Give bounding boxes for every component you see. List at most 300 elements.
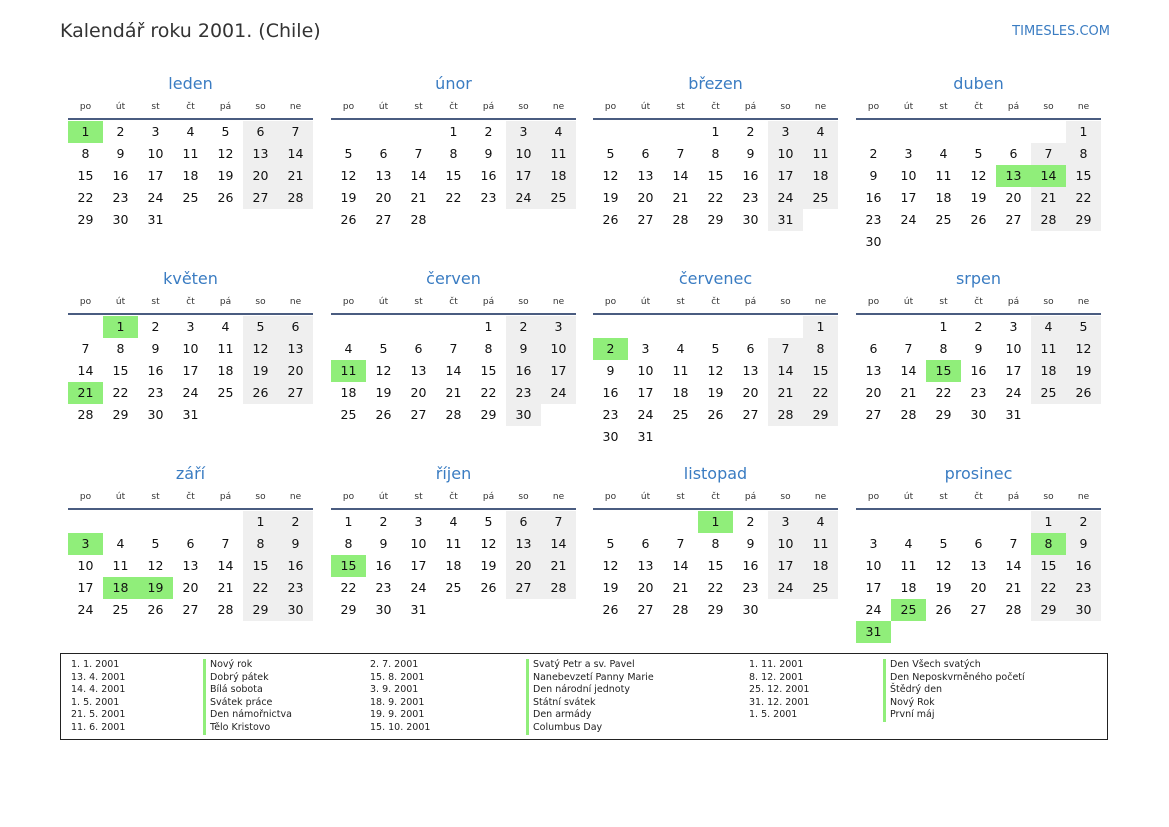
day-cell: 7 [414,146,423,161]
day-cell: 28 [1005,602,1022,617]
day-cell: 2 [484,124,493,139]
weekday-label: ne [814,492,827,502]
empty-cell [366,121,401,143]
weekday-label: po [79,492,92,502]
day-cell: 28 [672,602,689,617]
day-cell: 10 [900,168,917,183]
day-cell: 23 [147,385,164,400]
day-cell: 9 [151,341,160,356]
weekday-label: pá [744,102,757,112]
legend-holiday-name: Den armády [526,709,654,722]
day-cell: 15 [112,363,129,378]
day-cell: 29 [1031,599,1066,621]
day-cell: 1 [939,319,948,334]
day-cell: 18 [445,558,462,573]
weekday-label: út [378,492,389,502]
holiday-day-cell: 1 [698,511,733,533]
weekday-label: čt [186,102,195,112]
empty-cell [436,316,471,338]
day-cell: 17 [768,165,803,187]
day-cell: 3 [869,536,878,551]
weekday-label: pá [219,492,232,502]
day-cell: 22 [480,385,497,400]
day-cell: 27 [637,602,654,617]
weekday-header [856,486,1101,510]
day-cell: 8 [711,146,720,161]
empty-cell [138,511,173,533]
day-cell: 4 [116,536,125,551]
empty-cell [996,121,1031,143]
weekday-label: út [115,297,126,307]
weekday-label: so [518,102,529,112]
day-cell: 12 [147,558,164,573]
day-cell: 1 [344,514,353,529]
month-name: listopad [683,464,748,483]
legend-holiday-name: Nanebevzetí Panny Marie [526,672,654,685]
day-cell: 27 [1005,212,1022,227]
day-cell: 19 [217,168,234,183]
month-calendar [68,72,313,231]
day-cell: 10 [506,143,541,165]
day-cell: 14 [1005,558,1022,573]
day-cell: 17 [541,360,576,382]
day-cell: 26 [970,212,987,227]
day-cell: 15 [77,168,94,183]
weekday-label: pá [1007,492,1020,502]
legend-name-column [203,659,292,735]
weekday-header [856,96,1101,120]
day-cell: 27 [243,187,278,209]
weekday-label: st [676,492,685,502]
day-cell: 4 [1031,316,1066,338]
day-cell: 13 [243,143,278,165]
day-grid [593,316,838,448]
day-cell: 7 [278,121,313,143]
day-cell: 20 [506,555,541,577]
legend-date-column [370,659,430,735]
day-cell: 3 [151,124,160,139]
day-cell: 5 [484,514,493,529]
day-cell: 30 [742,212,759,227]
day-cell: 28 [445,407,462,422]
weekday-label: čt [711,492,720,502]
legend-date: 13. 4. 2001 [71,671,126,683]
day-cell: 20 [1005,190,1022,205]
legend-date: 31. 12. 2001 [749,696,810,708]
day-cell: 27 [506,577,541,599]
day-cell: 19 [480,558,497,573]
weekday-label: ne [1077,297,1090,307]
day-cell: 30 [506,404,541,426]
day-cell: 17 [1005,363,1022,378]
weekday-header [331,486,576,510]
day-cell: 19 [602,190,619,205]
day-cell: 11 [541,143,576,165]
day-cell: 1 [243,511,278,533]
empty-cell [891,511,926,533]
day-cell: 4 [904,536,913,551]
day-cell: 5 [974,146,983,161]
day-cell: 5 [151,536,160,551]
day-cell: 3 [541,316,576,338]
day-cell: 8 [803,338,838,360]
day-cell: 17 [410,558,427,573]
weekday-label: pá [744,297,757,307]
day-cell: 3 [186,319,195,334]
empty-cell [68,316,103,338]
day-cell: 18 [1031,360,1066,382]
holiday-day-cell: 13 [996,165,1031,187]
holiday-legend [60,653,1108,740]
day-cell: 16 [278,555,313,577]
day-cell: 5 [606,536,615,551]
day-cell: 26 [217,190,234,205]
day-cell: 6 [869,341,878,356]
day-cell: 1 [449,124,458,139]
day-cell: 6 [974,536,983,551]
month-calendar [593,462,838,621]
day-cell: 11 [1031,338,1066,360]
holiday-day-cell: 11 [331,360,366,382]
empty-cell [663,121,698,143]
day-cell: 10 [637,363,654,378]
day-cell: 30 [375,602,392,617]
day-cell: 20 [970,580,987,595]
day-cell: 27 [742,407,759,422]
empty-cell [401,316,436,338]
day-cell: 1 [803,316,838,338]
holiday-day-cell: 31 [856,621,891,643]
weekday-label: út [640,297,651,307]
weekday-label: st [414,102,423,112]
day-cell: 2 [746,514,755,529]
day-cell: 2 [116,124,125,139]
day-cell: 28 [768,404,803,426]
day-cell: 24 [865,602,882,617]
day-cell: 24 [637,407,654,422]
day-cell: 27 [410,407,427,422]
weekday-label: ne [1077,492,1090,502]
day-grid [68,511,313,621]
month-calendar [331,267,576,426]
weekday-label: so [518,297,529,307]
day-cell: 3 [904,146,913,161]
day-cell: 6 [641,536,650,551]
day-cell: 11 [900,558,917,573]
day-cell: 6 [641,146,650,161]
day-cell: 28 [77,407,94,422]
day-cell: 17 [768,555,803,577]
day-cell: 29 [803,404,838,426]
day-cell: 22 [707,190,724,205]
legend-date: 14. 4. 2001 [71,684,126,696]
legend-date: 15. 8. 2001 [370,671,425,683]
day-cell: 16 [506,360,541,382]
day-cell: 28 [217,602,234,617]
weekday-label: čt [974,102,983,112]
weekday-label: po [79,102,92,112]
day-cell: 16 [1066,555,1101,577]
holiday-day-cell: 3 [68,533,103,555]
legend-holiday-name: Den námořnictva [203,709,292,722]
day-cell: 30 [602,429,619,444]
day-cell: 16 [742,168,759,183]
day-cell: 21 [900,385,917,400]
day-cell: 24 [1005,385,1022,400]
empty-cell [103,511,138,533]
day-cell: 15 [445,168,462,183]
day-cell: 20 [375,190,392,205]
day-cell: 2 [379,514,388,529]
day-cell: 28 [278,187,313,209]
day-cell: 25 [445,580,462,595]
day-cell: 22 [1066,187,1101,209]
empty-cell [891,316,926,338]
holiday-day-cell: 1 [103,316,138,338]
day-cell: 12 [243,338,278,360]
legend-date: 1. 11. 2001 [749,659,804,670]
weekday-header [856,291,1101,315]
weekday-label: st [676,297,685,307]
day-cell: 2 [1066,511,1101,533]
day-cell: 22 [935,385,952,400]
day-cell: 30 [112,212,129,227]
day-cell: 26 [147,602,164,617]
day-cell: 1 [1066,121,1101,143]
day-cell: 14 [278,143,313,165]
day-cell: 17 [77,580,94,595]
day-cell: 24 [77,602,94,617]
empty-cell [628,121,663,143]
day-grid [856,511,1101,643]
day-cell: 26 [243,382,278,404]
day-cell: 4 [186,124,195,139]
day-cell: 30 [970,407,987,422]
day-cell: 10 [768,143,803,165]
day-cell: 25 [803,577,838,599]
day-cell: 12 [707,363,724,378]
day-cell: 13 [637,558,654,573]
weekday-label: čt [449,102,458,112]
day-cell: 10 [1005,341,1022,356]
weekday-label: pá [482,297,495,307]
legend-date: 1. 1. 2001 [71,659,120,670]
day-cell: 25 [541,187,576,209]
day-cell: 4 [221,319,230,334]
day-cell: 20 [637,580,654,595]
day-cell: 22 [112,385,129,400]
day-cell: 22 [445,190,462,205]
day-cell: 23 [742,580,759,595]
day-cell: 20 [243,165,278,187]
day-cell: 12 [602,558,619,573]
day-cell: 9 [746,146,755,161]
day-cell: 23 [112,190,129,205]
legend-date: 1. 5. 2001 [749,709,798,721]
day-cell: 21 [541,555,576,577]
month-calendar [331,72,576,231]
day-cell: 16 [602,385,619,400]
day-cell: 13 [375,168,392,183]
day-cell: 29 [935,407,952,422]
weekday-label: po [867,492,880,502]
day-cell: 8 [449,146,458,161]
day-cell: 19 [935,580,952,595]
day-cell: 31 [182,407,199,422]
day-cell: 14 [672,168,689,183]
day-cell: 15 [243,555,278,577]
day-cell: 26 [340,212,357,227]
weekday-label: st [151,492,160,502]
weekday-label: ne [552,102,565,112]
day-grid [331,121,576,231]
legend-holiday-name: Státní svátek [526,697,654,710]
day-cell: 6 [746,341,755,356]
day-cell: 23 [278,577,313,599]
weekday-label: po [342,102,355,112]
legend-date: 11. 6. 2001 [71,721,126,733]
day-cell: 10 [182,341,199,356]
legend-date-column [71,659,125,735]
day-cell: 13 [506,533,541,555]
day-cell: 20 [742,385,759,400]
empty-cell [996,511,1031,533]
empty-cell [628,511,663,533]
day-cell: 6 [506,511,541,533]
day-cell: 9 [746,536,755,551]
weekday-label: čt [711,102,720,112]
day-cell: 1 [711,124,720,139]
day-cell: 29 [480,407,497,422]
weekday-label: ne [289,102,302,112]
day-cell: 7 [221,536,230,551]
empty-cell [926,511,961,533]
day-cell: 23 [602,407,619,422]
legend-holiday-name: Den Neposkvrněného početí [883,672,1025,685]
site-link[interactable]: TIMESLES.COM [1012,24,1110,39]
holiday-day-cell: 2 [593,338,628,360]
weekday-label: pá [1007,102,1020,112]
day-cell: 6 [379,146,388,161]
day-cell: 9 [606,363,615,378]
day-cell: 19 [970,190,987,205]
day-cell: 24 [506,187,541,209]
day-cell: 27 [278,382,313,404]
day-cell: 19 [340,190,357,205]
empty-cell [628,316,663,338]
day-cell: 11 [935,168,952,183]
weekday-label: st [939,102,948,112]
day-cell: 27 [865,407,882,422]
day-cell: 21 [672,580,689,595]
month-name: září [175,464,206,483]
empty-cell [593,121,628,143]
holiday-day-cell: 14 [1031,165,1066,187]
day-cell: 5 [243,316,278,338]
day-grid [593,511,838,621]
empty-cell [856,121,891,143]
day-cell: 7 [768,338,803,360]
empty-cell [961,511,996,533]
day-cell: 8 [484,341,493,356]
month-name: únor [435,74,472,93]
day-cell: 24 [410,580,427,595]
day-cell: 7 [541,511,576,533]
day-cell: 22 [243,577,278,599]
day-cell: 12 [375,363,392,378]
day-cell: 19 [1066,360,1101,382]
day-cell: 3 [641,341,650,356]
day-cell: 28 [410,212,427,227]
day-cell: 8 [939,341,948,356]
day-cell: 7 [1031,143,1066,165]
day-cell: 24 [768,577,803,599]
day-cell: 20 [865,385,882,400]
weekday-label: út [903,492,914,502]
day-cell: 6 [414,341,423,356]
legend-holiday-name: Svátek práce [203,697,292,710]
day-cell: 15 [480,363,497,378]
day-cell: 2 [278,511,313,533]
month-name: březen [688,74,743,93]
day-cell: 10 [410,536,427,551]
legend-date: 18. 9. 2001 [370,696,425,708]
day-cell: 2 [151,319,160,334]
day-cell: 18 [803,555,838,577]
day-cell: 9 [484,146,493,161]
day-cell: 9 [379,536,388,551]
weekday-label: út [640,492,651,502]
legend-date: 19. 9. 2001 [370,709,425,721]
weekday-label: po [342,492,355,502]
day-cell: 16 [742,558,759,573]
day-cell: 4 [541,121,576,143]
weekday-label: pá [219,102,232,112]
day-cell: 12 [935,558,952,573]
day-cell: 23 [480,190,497,205]
weekday-label: pá [219,297,232,307]
weekday-label: út [903,297,914,307]
day-cell: 11 [672,363,689,378]
weekday-label: so [780,102,791,112]
day-cell: 10 [147,146,164,161]
legend-holiday-name: Svatý Petr a sv. Pavel [526,659,654,672]
day-cell: 21 [278,165,313,187]
day-cell: 13 [182,558,199,573]
weekday-label: ne [552,492,565,502]
day-cell: 23 [506,382,541,404]
day-cell: 7 [81,341,90,356]
holiday-day-cell: 19 [138,577,173,599]
day-cell: 27 [970,602,987,617]
day-cell: 25 [182,190,199,205]
day-cell: 28 [900,407,917,422]
empty-cell [856,511,891,533]
day-cell: 26 [480,580,497,595]
day-cell: 24 [147,190,164,205]
weekday-label: po [604,297,617,307]
day-cell: 6 [1009,146,1018,161]
day-cell: 28 [672,212,689,227]
day-cell: 3 [506,121,541,143]
holiday-day-cell: 18 [103,577,138,599]
day-cell: 15 [803,360,838,382]
day-cell: 17 [147,168,164,183]
empty-cell [366,316,401,338]
day-cell: 7 [676,536,685,551]
weekday-label: st [414,492,423,502]
day-cell: 15 [1066,165,1101,187]
